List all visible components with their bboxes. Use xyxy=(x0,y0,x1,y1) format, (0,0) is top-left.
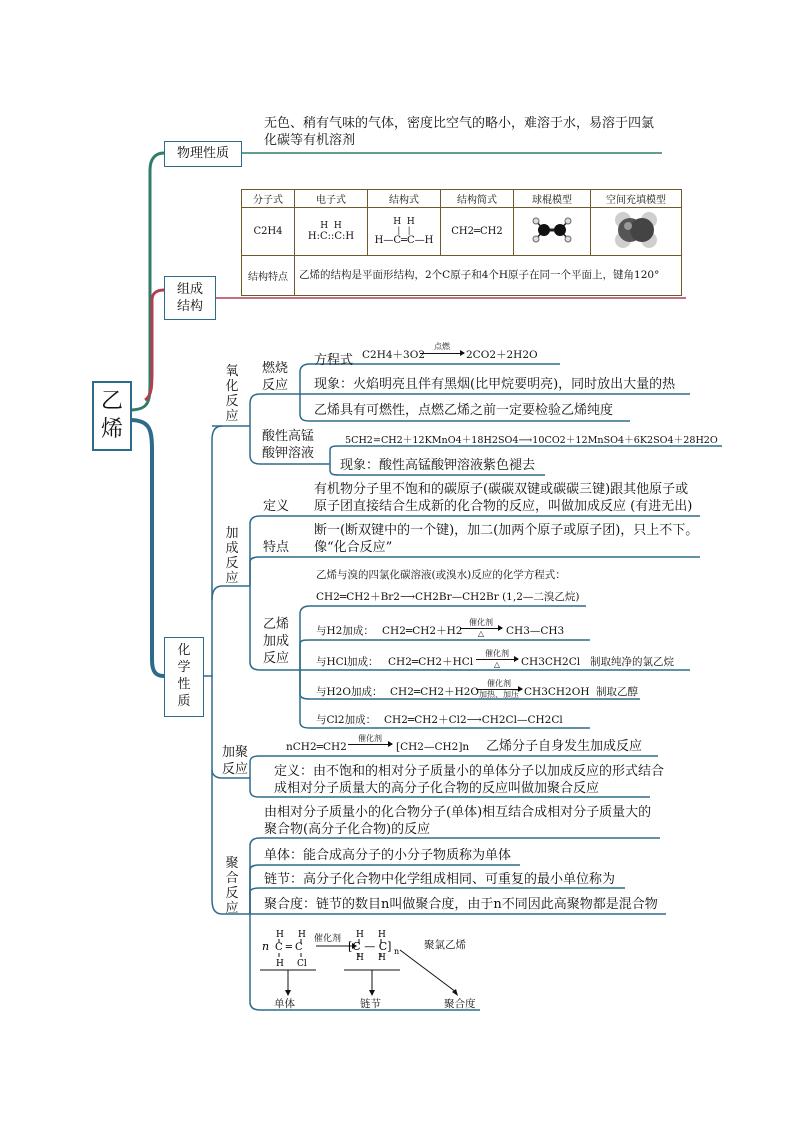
svg-text:n: n xyxy=(394,947,400,956)
chemical-label-box xyxy=(164,637,204,717)
structure-table xyxy=(241,189,682,296)
physical-text: 无色、稍有气味的气体，密度比空气的略小，难溶于水，易溶于四氯化碳等有机溶剂 xyxy=(264,116,655,148)
composition-label-box xyxy=(164,276,216,320)
monomer-definition: 单体：能合成高分子的小分子物质称为单体 xyxy=(264,848,512,863)
root-title: 乙烯 xyxy=(100,389,123,442)
addition-feature: 断一(断双键中的一个键)，加二(加两个原子或原子团)，只上不下。像“化合反应” xyxy=(314,523,699,555)
h2-cond-top: 催化剂 xyxy=(469,618,493,627)
addpoly-eq-lhs: nCH2═CH2 xyxy=(286,741,347,753)
polymerization-definition: 由相对分子质量小的化合物分子(单体)相互结合成相对分子质量大的聚合物(高分子化合物)的反应 xyxy=(264,805,652,837)
oxidation-label: 氧化反应 xyxy=(225,364,239,424)
h2-rhs: CH3—CH3 xyxy=(506,625,565,637)
combustion-note: 乙烯具有可燃性，点燃乙烯之前一定要检验乙烯纯度 xyxy=(314,403,614,418)
composition-label: 组成结构 xyxy=(176,282,203,314)
h2o-lhs: CH2═CH2＋H2O xyxy=(390,686,480,698)
h2-arrow xyxy=(460,618,502,639)
combustion-eq-rhs: 2CO2＋2H2O xyxy=(466,349,538,361)
electron-formula-cell: H H H:C::C:H xyxy=(295,208,368,256)
branch-chemical xyxy=(130,420,164,676)
kmno4-phenomenon: 现象：酸性高锰酸钾溶液紫色褪去 xyxy=(340,458,536,473)
h2o-arrow xyxy=(476,679,522,700)
table-header: 结构式 xyxy=(368,190,441,208)
bromine-intro: 乙烯与溴的四氯化碳溶液(或溴水)反应的化学方程式： xyxy=(316,569,566,581)
pvc-cond: 催化剂 xyxy=(314,934,342,944)
hcl-cond-top: 催化剂 xyxy=(485,649,509,658)
table-header: 分子式 xyxy=(242,190,295,208)
addition-definition: 有机物分子里不饱和的碳原子(碳碳双键或碳碳三键)跟其他原子或原子团直接结合生成新的化合物的反应，叫做加成反应 (有进无出) xyxy=(314,482,693,514)
svg-text:H: H xyxy=(298,930,306,940)
hcl-note: 制取纯净的氯乙烷 xyxy=(590,656,674,668)
h2-cond-bot: △ xyxy=(477,629,485,638)
root-title-box xyxy=(92,381,132,451)
svg-text:H: H xyxy=(276,930,284,940)
addition-label: 加成反应 xyxy=(225,526,239,586)
feature-label: 结构特点 xyxy=(242,256,295,296)
svg-text:H: H xyxy=(356,953,364,963)
h2o-cond-top: 催化剂 xyxy=(487,679,511,688)
hcl-lhs: CH2═CH2＋HCl xyxy=(388,656,474,668)
ethylene-addition-label: 乙烯加成反应 xyxy=(263,617,290,666)
combustion-arrow xyxy=(420,342,464,354)
svg-text:C ═ C: C ═ C xyxy=(275,942,303,953)
addpoly-eq-note: 乙烯分子自身发生加成反应 xyxy=(486,739,643,754)
hcl-arrow xyxy=(476,649,518,670)
space-filling-model xyxy=(591,208,682,256)
addpoly-arrow xyxy=(348,734,392,745)
branch-physical xyxy=(130,153,164,410)
degree-definition: 聚合度：链节的数目n叫做聚合度，由于n不同因此高聚物都是混合物 xyxy=(264,897,658,912)
table-header: 空间充填模型 xyxy=(591,190,682,208)
svg-text:H: H xyxy=(378,953,386,963)
structural-formula: H—C═C—H xyxy=(374,234,434,246)
molecular-formula: C2H4 xyxy=(242,208,295,256)
polymerization-label: 聚合反应 xyxy=(225,856,239,916)
simplified-formula: CH2═CH2 xyxy=(441,208,514,256)
addpoly-definition: 定义：由不饱和的相对分子质量小的单体分子以加成反应的形式结合成相对分子质量大的高分子化合物的反应叫做加聚合反应 xyxy=(274,764,665,796)
table-header: 电子式 xyxy=(295,190,368,208)
hcl-cond-bot: △ xyxy=(493,660,501,669)
addpoly-eq-rhs: [CH2—CH2]n xyxy=(396,741,470,753)
chemical-label: 化学性质 xyxy=(177,643,191,709)
addition-feature-label: 特点 xyxy=(263,540,290,555)
hcl-rhs: CH3CH2Cl xyxy=(521,656,581,668)
svg-text:[C — C]: [C — C] xyxy=(348,940,392,953)
table-header: 球棍模型 xyxy=(514,190,591,208)
combustion-eq-lhs: C2H4＋3O2 xyxy=(362,349,426,361)
chain-definition: 链节：高分子化合物中化学组成相同、可重复的最小单位称为 xyxy=(264,872,616,887)
label-monomer: 单体 xyxy=(274,998,295,1010)
combustion-label: 燃烧反应 xyxy=(262,361,289,393)
cl2-equation: CH2═CH2＋Cl2⟶CH2Cl—CH2Cl xyxy=(384,714,563,726)
physical-label: 物理性质 xyxy=(176,146,229,161)
svg-text:Cl: Cl xyxy=(297,959,307,969)
h2-label: 与H2加成： xyxy=(316,625,374,637)
bromine-equation: CH2═CH2＋Br2⟶CH2Br—CH2Br (1,2—二溴乙烷) xyxy=(316,591,580,603)
kmno4-equation: 5CH2=CH2＋12KMnO4＋18H2SO4⟶10CO2＋12MnSO4＋6K2SO4＋28H2O xyxy=(345,435,718,446)
svg-text:H: H xyxy=(356,930,364,940)
electron-formula: H:C::C:H xyxy=(307,231,355,242)
table-header: 结构简式 xyxy=(441,190,514,208)
structural-formula-cell: H H | | H—C═C—H xyxy=(368,208,441,256)
h2-lhs: CH2═CH2＋H2 xyxy=(382,625,463,637)
combustion-eq-label: 方程式 xyxy=(314,353,354,368)
svg-text:n: n xyxy=(262,940,270,953)
cl2-label: 与Cl2加成： xyxy=(316,714,377,726)
svg-text:H: H xyxy=(378,930,386,940)
addition-definition-label: 定义 xyxy=(263,499,290,514)
label-degree: 聚合度 xyxy=(444,998,476,1010)
kmno4-label: 酸性高锰酸钾溶液 xyxy=(262,429,315,461)
label-chain: 链节 xyxy=(360,998,381,1010)
combustion-cond: 点燃 xyxy=(434,342,450,351)
hcl-label: 与HCl加成： xyxy=(316,656,379,668)
pvc-name: 聚氯乙烯 xyxy=(424,939,466,951)
combustion-phenomenon: 现象：火焰明亮且伴有黑烟(比甲烷要明亮)，同时放出大量的热 xyxy=(314,377,676,392)
svg-text:H: H xyxy=(276,959,284,969)
branch-composition xyxy=(145,290,164,400)
addpoly-cond: 催化剂 xyxy=(358,734,382,743)
physical-label-box xyxy=(164,141,242,167)
h2o-note: 制取乙醇 xyxy=(596,686,638,698)
ball-stick-model xyxy=(514,208,591,256)
h2o-rhs: CH3CH2OH xyxy=(524,686,590,698)
h2o-cond-bot: 加热、加压 xyxy=(479,690,519,699)
feature-text: 乙烯的结构是平面形结构，2个C原子和4个H原子在同一个平面上，键角120° xyxy=(295,256,682,296)
h2o-label: 与H2O加成： xyxy=(316,686,383,698)
addpoly-label: 加聚反应 xyxy=(222,745,249,777)
